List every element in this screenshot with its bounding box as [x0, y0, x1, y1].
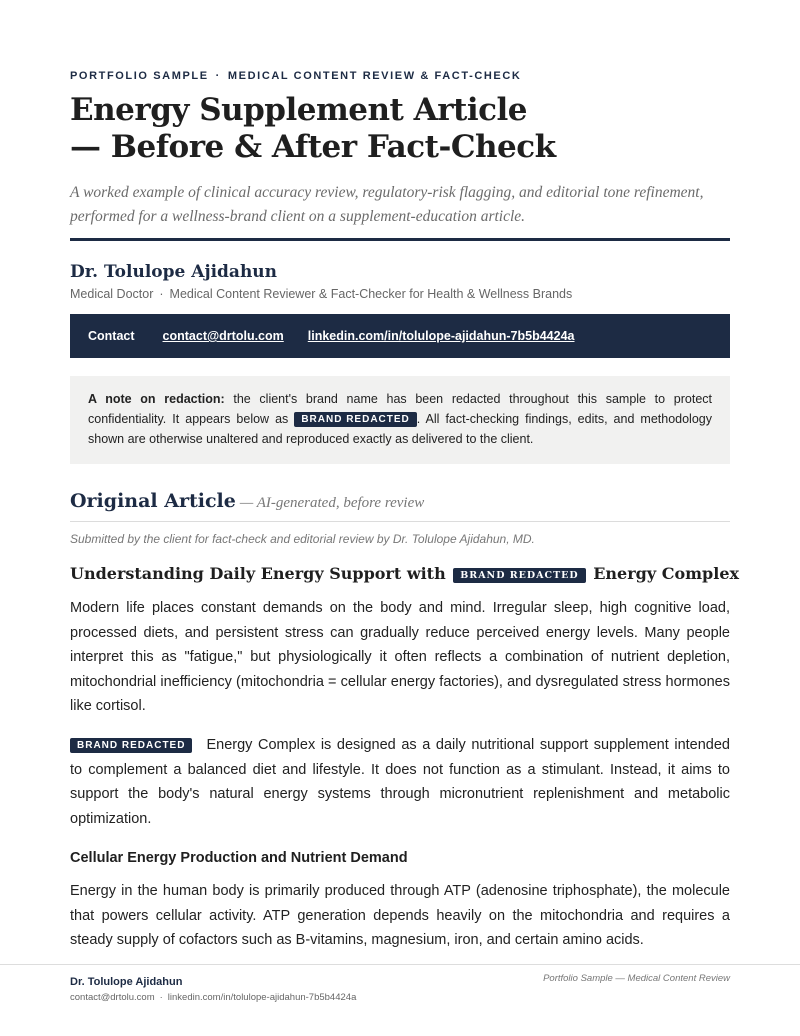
contact-linkedin-link[interactable]: linkedin.com/in/tolulope-ajidahun-7b5b4424a	[307, 329, 575, 343]
article-title-after: Energy Complex	[587, 564, 740, 583]
footer-contact	[70, 992, 356, 1003]
article-paragraph-2-text: Energy Complex is designed as a daily nutritional support supplement intended to complement a balanced diet and lifestyle. It does not function as a stimulant. Instead, it aims to support the body's natural energy systems through micronutrient replenishment and metabolic optimization.	[70, 737, 730, 827]
contact-email-link[interactable]: contact@drtolu.com	[162, 329, 284, 343]
author-name: Dr. Tolulope Ajidahun	[70, 262, 278, 282]
contact-bar	[70, 314, 730, 358]
contact-label: Contact	[88, 329, 135, 343]
footer-linkedin[interactable]: linkedin.com/in/tolulope-ajidahun-7b5b4424a	[167, 992, 357, 1003]
note-text-after: . All fact-checking findings, edits, and methodology shown are otherwise unaltered and reproduced exactly as delivered to the client.	[88, 412, 712, 446]
section-heading	[70, 490, 424, 512]
title-line-2: — Before & After Fact-Check	[70, 129, 556, 165]
title-line-1: Energy Supplement Article	[70, 92, 528, 128]
eyebrow-separator: ·	[215, 70, 221, 82]
eyebrow-right: MEDICAL CONTENT REVIEW & FACT-CHECK	[227, 70, 522, 82]
eyebrow-left: PORTFOLIO SAMPLE	[70, 70, 209, 82]
paragraph-brand-badge: BRAND REDACTED	[70, 738, 192, 753]
article-title	[70, 564, 739, 583]
author-role-secondary: Medical Content Reviewer & Fact-Checker for Health & Wellness Brands	[169, 287, 573, 301]
section-title: Original Article	[70, 490, 236, 512]
note-lead: A note on redaction:	[88, 392, 225, 406]
page-subtitle: A worked example of clinical accuracy review, regulatory-risk flagging, and editorial tone refinement, performed for a wellness-brand client on a supplement-education article.	[70, 184, 704, 225]
article-paragraph-1: Modern life places constant demands on the body and mind. Irregular sleep, high cognitive load, processed diets, and persistent stress can gradually reduce perceived energy levels. Many people interpret this as "fatigue," but physiologically it often reflects a combination of nutrient depletion, mitochondrial inefficiency (mitochondria = cellular energy factories), and dysregulated stress hormones like cortisol.	[70, 600, 730, 715]
brand-redacted-badge: BRAND REDACTED	[294, 412, 416, 427]
author-role-separator: ·	[159, 287, 164, 301]
article-title-badge: BRAND REDACTED	[453, 568, 585, 583]
footer-name: Dr. Tolulope Ajidahun	[70, 976, 183, 988]
article-subheading: Cellular Energy Production and Nutrient Demand	[70, 850, 408, 866]
eyebrow	[70, 70, 521, 82]
section-divider	[70, 521, 730, 522]
page-footer	[0, 964, 800, 1036]
submitted-note: Submitted by the client for fact-check and editorial review by Dr. Tolulope Ajidahun, MD.	[70, 532, 535, 546]
footer-separator: ·	[159, 992, 163, 1003]
header-divider	[70, 238, 730, 241]
redaction-note	[70, 376, 730, 464]
note-text-before: the client's brand name has been redacted throughout this sample to protect confidentiality. It appears below as	[88, 392, 712, 426]
article-title-before: Understanding Daily Energy Support with	[70, 564, 452, 583]
article-paragraph-2	[70, 733, 730, 831]
footer-caption: Portfolio Sample — Medical Content Review	[543, 973, 730, 984]
author-role-primary: Medical Doctor	[70, 287, 154, 301]
author-role	[70, 287, 572, 301]
footer-email[interactable]: contact@drtolu.com	[70, 992, 155, 1003]
page-title	[70, 92, 730, 166]
article-paragraph-3: Energy in the human body is primarily produced through ATP (adenosine triphosphate), the molecule that powers cellular activity. ATP generation depends heavily on the mitochondria and requires a steady supply of cofactors such as B-vitamins, magnesium, iron, and certain amino acids.	[70, 883, 730, 949]
section-subtitle: — AI-generated, before review	[239, 495, 425, 511]
